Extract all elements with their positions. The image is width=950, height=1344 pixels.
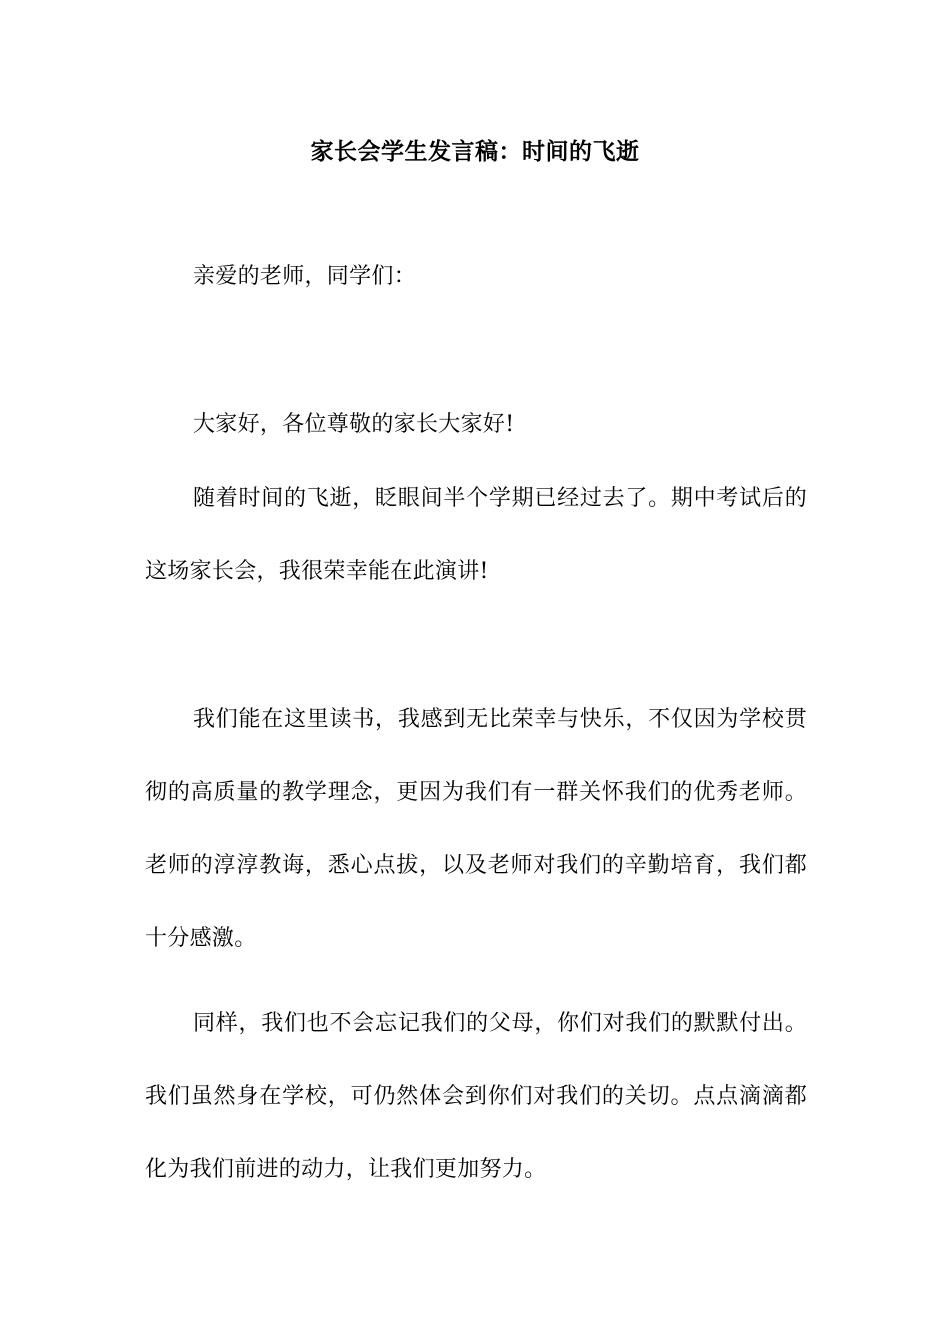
- paragraph-hello: 大家好，各位尊敬的家长大家好!: [193, 412, 515, 437]
- paragraph-greeting: 亲爱的老师，同学们：: [193, 264, 417, 289]
- paragraph-school: 我们能在这里读书，我感到无比荣幸与快乐，不仅因为学校贯彻的高质量的教学理念，更因为我们有一群关怀我们的优秀老师。老师的淳淳教诲，悉心点拔，以及老师对我们的辛勤培育，我们都十分感激。: [145, 707, 807, 951]
- paragraph-intro: 随着时间的飞逝，眨眼间半个学期已经过去了。期中考试后的这场家长会，我很荣幸能在此演讲!: [145, 486, 807, 584]
- paragraph-parents: 同样，我们也不会忘记我们的父母，你们对我们的默默付出。我们虽然身在学校，可仍然体会到你们对我们的关切。点点滴滴都化为我们前进的动力，让我们更加努力。: [145, 1011, 807, 1182]
- document-title: 家长会学生发言稿：时间的飞逝: [310, 138, 640, 165]
